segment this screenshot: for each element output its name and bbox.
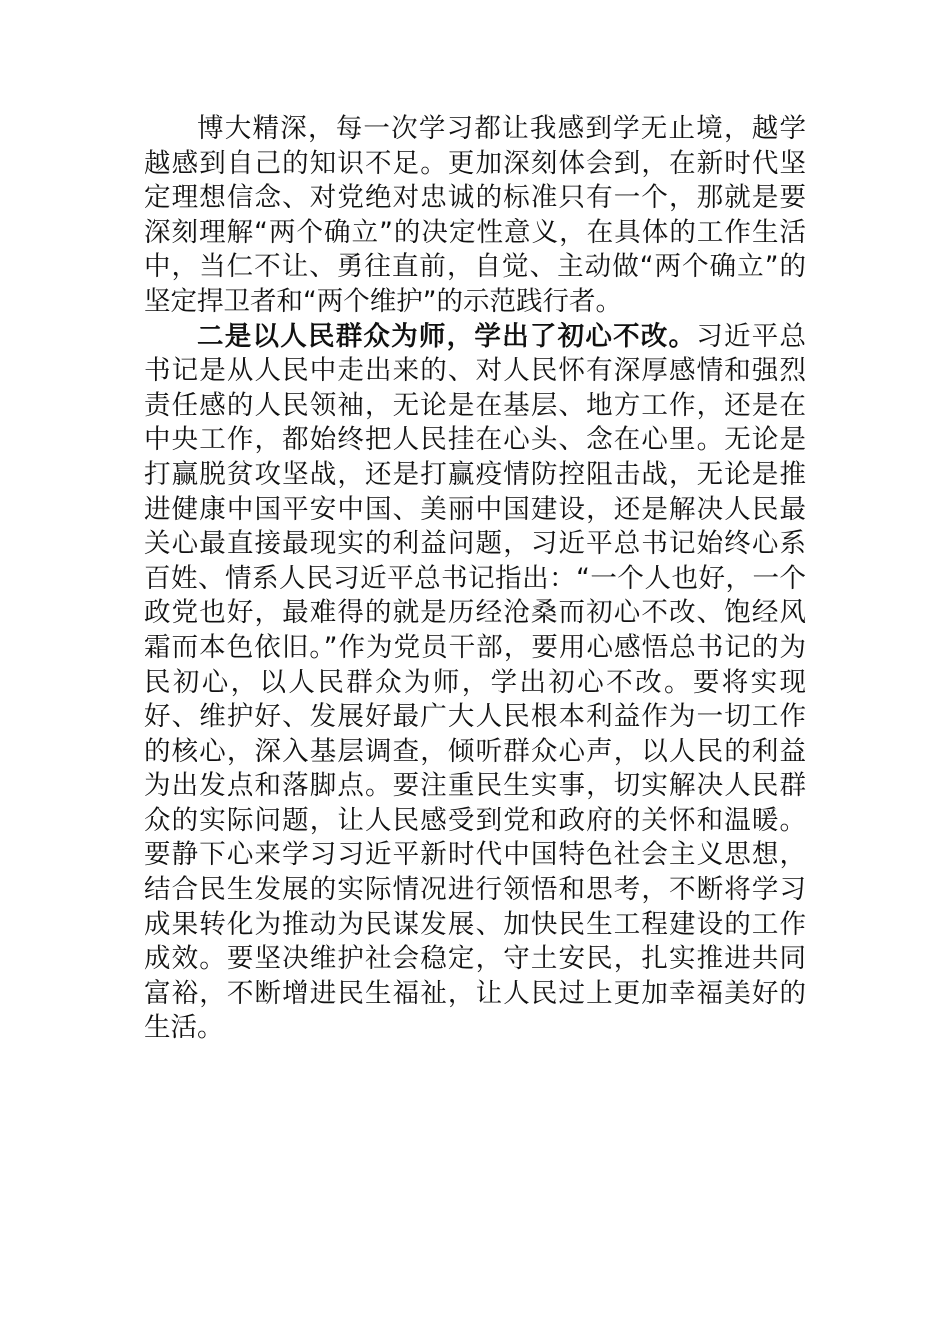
paragraph-1 — [144, 112, 806, 320]
paragraph-1-text: 博大精深，每一次学习都让我感到学无止境，越学越感到自己的知识不足。更加深刻体会到，在新时代坚定理想信念、对党绝对忠诚的标准只有一个，那就是要深刻理解“两个确立”的决定性意义，在具体的工作生活中，当仁不让、勇往直前，自觉、主动做“两个确立”的坚定捍卫者和“两个维护”的示范践行者。 — [144, 113, 806, 317]
paragraph-2 — [144, 320, 806, 1046]
paragraph-2-body: 习近平总书记是从人民中走出来的、对人民怀有深厚感情和强烈责任感的人民领袖，无论是在基层、地方工作，还是在中央工作，都始终把人民挂在心头、念在心里。无论是打赢脱贫攻坚战，还是打赢疫情防控阻击战，无论是推进健康中国平安中国、美丽中国建设，还是解决人民最关心最直接最现实的利益问题，习近平总书记始终心系百姓、情系人民习近平总书记指出：“一个人也好，一个政党也好，最难得的就是历经沧桑而初心不改、饱经风霜而本色依旧。”作为党员干部，要用心感悟总书记的为民初心，以人民群众为师，学出初心不改。要将实现好、维护好、发展好最广大人民根本利益作为一切工作的核心，深入基层调查，倾听群众心声，以人民的利益为出发点和落脚点。要注重民生实事，切实解决人民群众的实际问题，让人民感受到党和政府的关怀和温暖。要静下心来学习习近平新时代中国特色社会主义思想，结合民生发展的实际情况进行领悟和思考，不断将学习成果转化为推动为民谋发展、加快民生工程建设的工作成效。要坚决维护社会稳定，守土安民，扎实推进共同富裕，不断增进民生福祉，让人民过上更加幸福美好的生活。 — [144, 320, 807, 1044]
paragraph-2-heading: 二是以人民群众为师，学出了初心不改。 — [197, 320, 697, 352]
document-body — [144, 112, 806, 1046]
